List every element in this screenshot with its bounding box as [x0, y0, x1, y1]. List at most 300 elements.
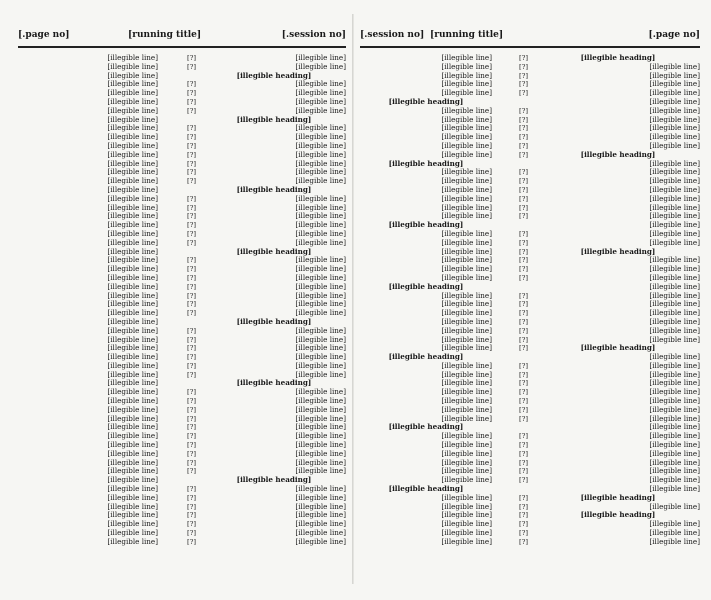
- text-line: [illegible line]: [649, 388, 700, 397]
- role-label: [?]: [187, 273, 196, 282]
- role-label: [?]: [519, 203, 528, 212]
- right-session-label: [session no.]: [360, 30, 425, 40]
- role-label: [?]: [187, 361, 196, 370]
- text-line: [illegible line]: [295, 344, 346, 353]
- text-line: [illegible line]: [107, 203, 158, 212]
- section-heading: [illegible heading]: [236, 71, 312, 80]
- role-label: [?]: [187, 441, 196, 450]
- section-heading: [illegible heading]: [580, 247, 656, 256]
- role-label: [?]: [187, 309, 196, 318]
- text-line: [illegible line]: [441, 370, 492, 379]
- role-label: [?]: [187, 54, 196, 62]
- role-label: [?]: [519, 54, 528, 62]
- right-header-rule: [360, 46, 700, 48]
- text-line: [illegible line]: [107, 361, 158, 370]
- text-line: [illegible line]: [649, 106, 700, 115]
- role-label: [?]: [519, 212, 528, 221]
- text-line: [illegible line]: [441, 80, 492, 89]
- text-line: [illegible line]: [649, 80, 700, 89]
- section-heading: [illegible heading]: [580, 511, 656, 520]
- text-line: [illegible line]: [295, 361, 346, 370]
- text-line: [illegible line]: [441, 115, 492, 124]
- role-label: [498, 283, 528, 292]
- text-line: [illegible line]: [295, 177, 346, 186]
- text-line: [illegible line]: [649, 432, 700, 441]
- role-label: [?]: [187, 458, 196, 467]
- text-line: [illegible line]: [295, 300, 346, 309]
- role-label: [?]: [519, 238, 528, 247]
- text-line: [illegible line]: [107, 458, 158, 467]
- page-gutter: [352, 14, 354, 584]
- text-line: [illegible line]: [107, 493, 158, 502]
- text-line: [illegible line]: [441, 537, 492, 546]
- text-line: [illegible line]: [295, 238, 346, 247]
- text-line: [illegible line]: [295, 467, 346, 476]
- text-line: [illegible line]: [107, 71, 158, 80]
- text-line: [illegible line]: [295, 97, 346, 106]
- text-line: [illegible line]: [295, 423, 346, 432]
- text-line: [illegible line]: [295, 62, 346, 71]
- role-label: [?]: [187, 432, 196, 441]
- role-label: [168, 379, 196, 388]
- text-line: [illegible line]: [295, 141, 346, 150]
- text-line: [illegible line]: [107, 432, 158, 441]
- role-label: [?]: [519, 194, 528, 203]
- role-label: [498, 353, 528, 362]
- text-line: [illegible line]: [649, 485, 700, 494]
- text-line: [illegible line]: [649, 89, 700, 98]
- text-line: [illegible line]: [107, 335, 158, 344]
- role-label: [?]: [187, 300, 196, 309]
- text-line: [illegible line]: [441, 520, 492, 529]
- right-running-title: [running title]: [430, 30, 504, 40]
- text-line: [illegible line]: [107, 159, 158, 168]
- role-label: [?]: [519, 502, 528, 511]
- text-line: [illegible line]: [295, 168, 346, 177]
- text-line: [illegible line]: [107, 168, 158, 177]
- text-line: [illegible line]: [295, 370, 346, 379]
- role-label: [?]: [187, 370, 196, 379]
- role-label: [?]: [187, 168, 196, 177]
- text-line: [illegible line]: [107, 388, 158, 397]
- text-line: [illegible line]: [295, 537, 346, 546]
- text-line: [illegible line]: [295, 194, 346, 203]
- text-line: [illegible line]: [295, 485, 346, 494]
- text-line: [illegible line]: [441, 405, 492, 414]
- role-label: [?]: [187, 256, 196, 265]
- role-label: [?]: [519, 141, 528, 150]
- text-line: [illegible line]: [295, 441, 346, 450]
- role-label: [?]: [519, 388, 528, 397]
- text-line: [illegible line]: [107, 449, 158, 458]
- role-label: [?]: [187, 335, 196, 344]
- section-heading: [illegible heading]: [580, 344, 656, 353]
- text-line: [illegible line]: [107, 502, 158, 511]
- text-line: [illegible line]: [649, 159, 700, 168]
- role-label: [498, 160, 528, 169]
- text-line: [illegible line]: [295, 212, 346, 221]
- text-line: [illegible line]: [441, 344, 492, 353]
- text-line: [illegible line]: [649, 71, 700, 80]
- text-line: [illegible line]: [107, 344, 158, 353]
- role-label: [168, 186, 196, 195]
- text-line: [illegible line]: [441, 300, 492, 309]
- text-line: [illegible line]: [295, 405, 346, 414]
- text-line: [illegible line]: [107, 229, 158, 238]
- text-line: [illegible line]: [295, 89, 346, 98]
- text-line: [illegible line]: [649, 194, 700, 203]
- text-line: [illegible line]: [649, 520, 700, 529]
- text-line: [illegible line]: [649, 229, 700, 238]
- text-line: [illegible line]: [441, 467, 492, 476]
- section-heading: [illegible heading]: [388, 353, 464, 362]
- text-line: [illegible line]: [107, 370, 158, 379]
- role-label: [?]: [519, 185, 528, 194]
- section-heading: [illegible heading]: [236, 115, 312, 124]
- text-line: [illegible line]: [649, 397, 700, 406]
- text-line: [illegible line]: [107, 467, 158, 476]
- text-line: [illegible line]: [441, 326, 492, 335]
- role-label: [?]: [519, 441, 528, 450]
- text-line: [illegible line]: [441, 89, 492, 98]
- left-running-title: [running title]: [128, 30, 202, 40]
- role-label: [?]: [187, 133, 196, 142]
- role-label: [?]: [519, 168, 528, 177]
- role-label: [?]: [187, 238, 196, 247]
- text-line: [illegible line]: [649, 467, 700, 476]
- text-line: [illegible line]: [295, 493, 346, 502]
- text-line: [illegible line]: [107, 485, 158, 494]
- text-line: [illegible line]: [441, 177, 492, 186]
- text-line: [illegible line]: [441, 106, 492, 115]
- text-line: [illegible line]: [441, 256, 492, 265]
- section-heading: [illegible heading]: [580, 493, 656, 502]
- text-line: [illegible line]: [107, 405, 158, 414]
- role-label: [?]: [519, 71, 528, 80]
- section-heading: [illegible heading]: [236, 379, 312, 388]
- role-label: [?]: [187, 106, 196, 115]
- text-line: [illegible line]: [441, 229, 492, 238]
- text-line: [illegible line]: [649, 291, 700, 300]
- role-label: [?]: [187, 423, 196, 432]
- role-label: [?]: [519, 397, 528, 406]
- role-label: [498, 221, 528, 230]
- role-label: [?]: [519, 309, 528, 318]
- text-line: [illegible line]: [441, 71, 492, 80]
- text-line: [illegible line]: [441, 150, 492, 159]
- role-label: [?]: [187, 282, 196, 291]
- text-line: [illegible line]: [107, 97, 158, 106]
- text-line: [illegible line]: [107, 537, 158, 546]
- role-label: [?]: [519, 256, 528, 265]
- text-line: [illegible line]: [295, 414, 346, 423]
- role-label: [?]: [187, 221, 196, 230]
- section-heading: [illegible heading]: [580, 150, 656, 159]
- section-heading: [illegible heading]: [388, 159, 464, 168]
- text-line: [illegible line]: [649, 212, 700, 221]
- text-line: [illegible line]: [107, 326, 158, 335]
- text-line: [illegible line]: [649, 361, 700, 370]
- text-line: [illegible line]: [107, 106, 158, 115]
- text-line: [illegible line]: [295, 124, 346, 133]
- role-label: [?]: [519, 432, 528, 441]
- role-label: [498, 98, 528, 107]
- text-line: [illegible line]: [295, 133, 346, 142]
- role-label: [?]: [519, 344, 528, 353]
- text-line: [illegible line]: [441, 203, 492, 212]
- text-line: [illegible line]: [295, 326, 346, 335]
- text-line: [illegible line]: [649, 221, 700, 230]
- text-line: [illegible line]: [649, 97, 700, 106]
- text-line: [illegible line]: [649, 502, 700, 511]
- text-line: [illegible line]: [649, 423, 700, 432]
- left-session-label: [session no.]: [281, 30, 346, 40]
- text-line: [illegible line]: [649, 309, 700, 318]
- role-label: [?]: [519, 291, 528, 300]
- text-line: [illegible line]: [295, 353, 346, 362]
- text-line: [illegible line]: [441, 168, 492, 177]
- text-line: [illegible line]: [295, 265, 346, 274]
- role-label: [?]: [519, 273, 528, 282]
- role-label: [?]: [187, 502, 196, 511]
- text-line: [illegible line]: [295, 529, 346, 538]
- role-label: [?]: [187, 265, 196, 274]
- text-line: [illegible line]: [649, 238, 700, 247]
- text-line: [illegible line]: [107, 520, 158, 529]
- role-label: [?]: [187, 159, 196, 168]
- role-label: [?]: [519, 177, 528, 186]
- text-line: [illegible line]: [441, 502, 492, 511]
- role-label: [?]: [519, 449, 528, 458]
- text-line: [illegible line]: [107, 115, 158, 124]
- section-heading: [illegible heading]: [580, 54, 656, 62]
- text-line: [illegible line]: [295, 203, 346, 212]
- text-line: [illegible line]: [107, 150, 158, 159]
- text-line: [illegible line]: [107, 309, 158, 318]
- right-page: [360, 0, 700, 600]
- text-line: [illegible line]: [441, 141, 492, 150]
- text-line: [illegible line]: [441, 212, 492, 221]
- text-line: [illegible line]: [649, 379, 700, 388]
- text-line: [illegible line]: [649, 282, 700, 291]
- role-label: [?]: [187, 89, 196, 98]
- section-heading: [illegible heading]: [388, 282, 464, 291]
- text-line: [illegible line]: [649, 133, 700, 142]
- text-line: [illegible line]: [649, 353, 700, 362]
- text-line: [illegible line]: [441, 335, 492, 344]
- text-line: [illegible line]: [107, 511, 158, 520]
- text-line: [illegible line]: [649, 537, 700, 546]
- role-label: [?]: [187, 229, 196, 238]
- text-line: [illegible line]: [649, 256, 700, 265]
- text-line: [illegible line]: [107, 89, 158, 98]
- text-line: [illegible line]: [649, 370, 700, 379]
- role-label: [?]: [519, 405, 528, 414]
- text-line: [illegible line]: [441, 62, 492, 71]
- text-line: [illegible line]: [441, 194, 492, 203]
- section-heading: [illegible heading]: [388, 423, 464, 432]
- text-line: [illegible line]: [107, 62, 158, 71]
- text-line: [illegible line]: [295, 511, 346, 520]
- left-roles-column: [168, 54, 196, 547]
- text-line: [illegible line]: [441, 309, 492, 318]
- role-label: [?]: [519, 361, 528, 370]
- text-line: [illegible line]: [649, 168, 700, 177]
- text-line: [illegible line]: [649, 529, 700, 538]
- role-label: [?]: [187, 150, 196, 159]
- role-label: [?]: [187, 177, 196, 186]
- role-label: [?]: [519, 467, 528, 476]
- text-line: [illegible line]: [295, 273, 346, 282]
- text-line: [illegible line]: [295, 432, 346, 441]
- text-line: [illegible line]: [441, 238, 492, 247]
- text-line: [illegible line]: [295, 229, 346, 238]
- role-label: [?]: [519, 476, 528, 485]
- text-line: [illegible line]: [441, 458, 492, 467]
- role-label: [?]: [187, 326, 196, 335]
- text-line: [illegible line]: [107, 282, 158, 291]
- role-label: [168, 116, 196, 125]
- role-label: [?]: [519, 370, 528, 379]
- section-heading: [illegible heading]: [236, 317, 312, 326]
- text-line: [illegible line]: [107, 247, 158, 256]
- text-line: [illegible line]: [107, 194, 158, 203]
- right-roles-column: [498, 54, 528, 547]
- role-label: [?]: [187, 203, 196, 212]
- role-label: [?]: [187, 212, 196, 221]
- role-label: [?]: [187, 344, 196, 353]
- text-line: [illegible line]: [107, 238, 158, 247]
- left-text-column: [18, 54, 158, 547]
- section-heading: [illegible heading]: [236, 476, 312, 485]
- role-label: [?]: [519, 80, 528, 89]
- role-label: [?]: [187, 194, 196, 203]
- right-text-column: [536, 54, 700, 547]
- text-line: [illegible line]: [295, 54, 346, 62]
- role-label: [?]: [187, 388, 196, 397]
- role-label: [?]: [519, 300, 528, 309]
- text-line: [illegible line]: [649, 326, 700, 335]
- text-line: [illegible line]: [107, 441, 158, 450]
- role-label: [?]: [519, 229, 528, 238]
- text-line: [illegible line]: [107, 379, 158, 388]
- role-label: [498, 485, 528, 494]
- text-line: [illegible line]: [295, 309, 346, 318]
- text-line: [illegible line]: [107, 141, 158, 150]
- role-label: [?]: [519, 537, 528, 546]
- text-line: [illegible line]: [441, 529, 492, 538]
- text-line: [illegible line]: [295, 397, 346, 406]
- role-label: [?]: [519, 265, 528, 274]
- text-line: [illegible line]: [107, 185, 158, 194]
- role-label: [?]: [519, 317, 528, 326]
- section-heading: [illegible heading]: [388, 97, 464, 106]
- text-line: [illegible line]: [649, 185, 700, 194]
- text-line: [illegible line]: [441, 476, 492, 485]
- text-line: [illegible line]: [441, 291, 492, 300]
- text-line: [illegible line]: [649, 405, 700, 414]
- text-line: [illegible line]: [441, 185, 492, 194]
- text-line: [illegible line]: [441, 414, 492, 423]
- role-label: [?]: [187, 124, 196, 133]
- text-line: [illegible line]: [295, 150, 346, 159]
- role-label: [?]: [187, 141, 196, 150]
- role-label: [?]: [519, 89, 528, 98]
- role-label: [?]: [519, 124, 528, 133]
- role-label: [?]: [519, 133, 528, 142]
- role-label: [168, 476, 196, 485]
- role-label: [?]: [519, 247, 528, 256]
- text-line: [illegible line]: [441, 511, 492, 520]
- role-label: [?]: [187, 511, 196, 520]
- section-heading: [illegible heading]: [388, 221, 464, 230]
- text-line: [illegible line]: [441, 493, 492, 502]
- role-label: [?]: [187, 449, 196, 458]
- text-line: [illegible line]: [649, 476, 700, 485]
- role-label: [168, 248, 196, 257]
- role-label: [?]: [519, 106, 528, 115]
- role-label: [?]: [187, 397, 196, 406]
- text-line: [illegible line]: [295, 80, 346, 89]
- text-line: [illegible line]: [107, 273, 158, 282]
- section-heading: [illegible heading]: [236, 247, 312, 256]
- left-page-header: [18, 30, 346, 44]
- text-line: [illegible line]: [295, 502, 346, 511]
- right-page-number: [page no.]: [648, 30, 700, 40]
- text-line: [illegible line]: [107, 317, 158, 326]
- role-label: [?]: [519, 326, 528, 335]
- text-line: [illegible line]: [295, 106, 346, 115]
- text-line: [illegible line]: [441, 388, 492, 397]
- role-label: [?]: [187, 291, 196, 300]
- text-line: [illegible line]: [107, 476, 158, 485]
- text-line: [illegible line]: [107, 529, 158, 538]
- role-label: [?]: [519, 520, 528, 529]
- role-label: [?]: [187, 405, 196, 414]
- section-heading: [illegible heading]: [236, 185, 312, 194]
- text-line: [illegible line]: [295, 335, 346, 344]
- text-line: [illegible line]: [441, 317, 492, 326]
- role-label: [?]: [519, 115, 528, 124]
- text-line: [illegible line]: [107, 353, 158, 362]
- role-label: [?]: [519, 458, 528, 467]
- role-label: [?]: [187, 467, 196, 476]
- role-label: [?]: [519, 493, 528, 502]
- text-line: [illegible line]: [295, 388, 346, 397]
- role-label: [?]: [187, 414, 196, 423]
- text-line: [illegible line]: [107, 54, 158, 62]
- text-line: [illegible line]: [107, 221, 158, 230]
- text-line: [illegible line]: [107, 423, 158, 432]
- text-line: [illegible line]: [441, 133, 492, 142]
- text-line: [illegible line]: [441, 441, 492, 450]
- text-line: [illegible line]: [441, 124, 492, 133]
- text-line: [illegible line]: [441, 449, 492, 458]
- role-label: [?]: [519, 379, 528, 388]
- text-line: [illegible line]: [649, 265, 700, 274]
- text-line: [illegible line]: [295, 282, 346, 291]
- text-line: [illegible line]: [107, 256, 158, 265]
- role-label: [168, 318, 196, 327]
- right-names-column: [360, 54, 492, 547]
- role-label: [?]: [187, 485, 196, 494]
- role-label: [?]: [519, 414, 528, 423]
- text-line: [illegible line]: [295, 449, 346, 458]
- left-page: [18, 0, 346, 600]
- text-line: [illegible line]: [649, 335, 700, 344]
- role-label: [?]: [187, 520, 196, 529]
- text-line: [illegible line]: [107, 265, 158, 274]
